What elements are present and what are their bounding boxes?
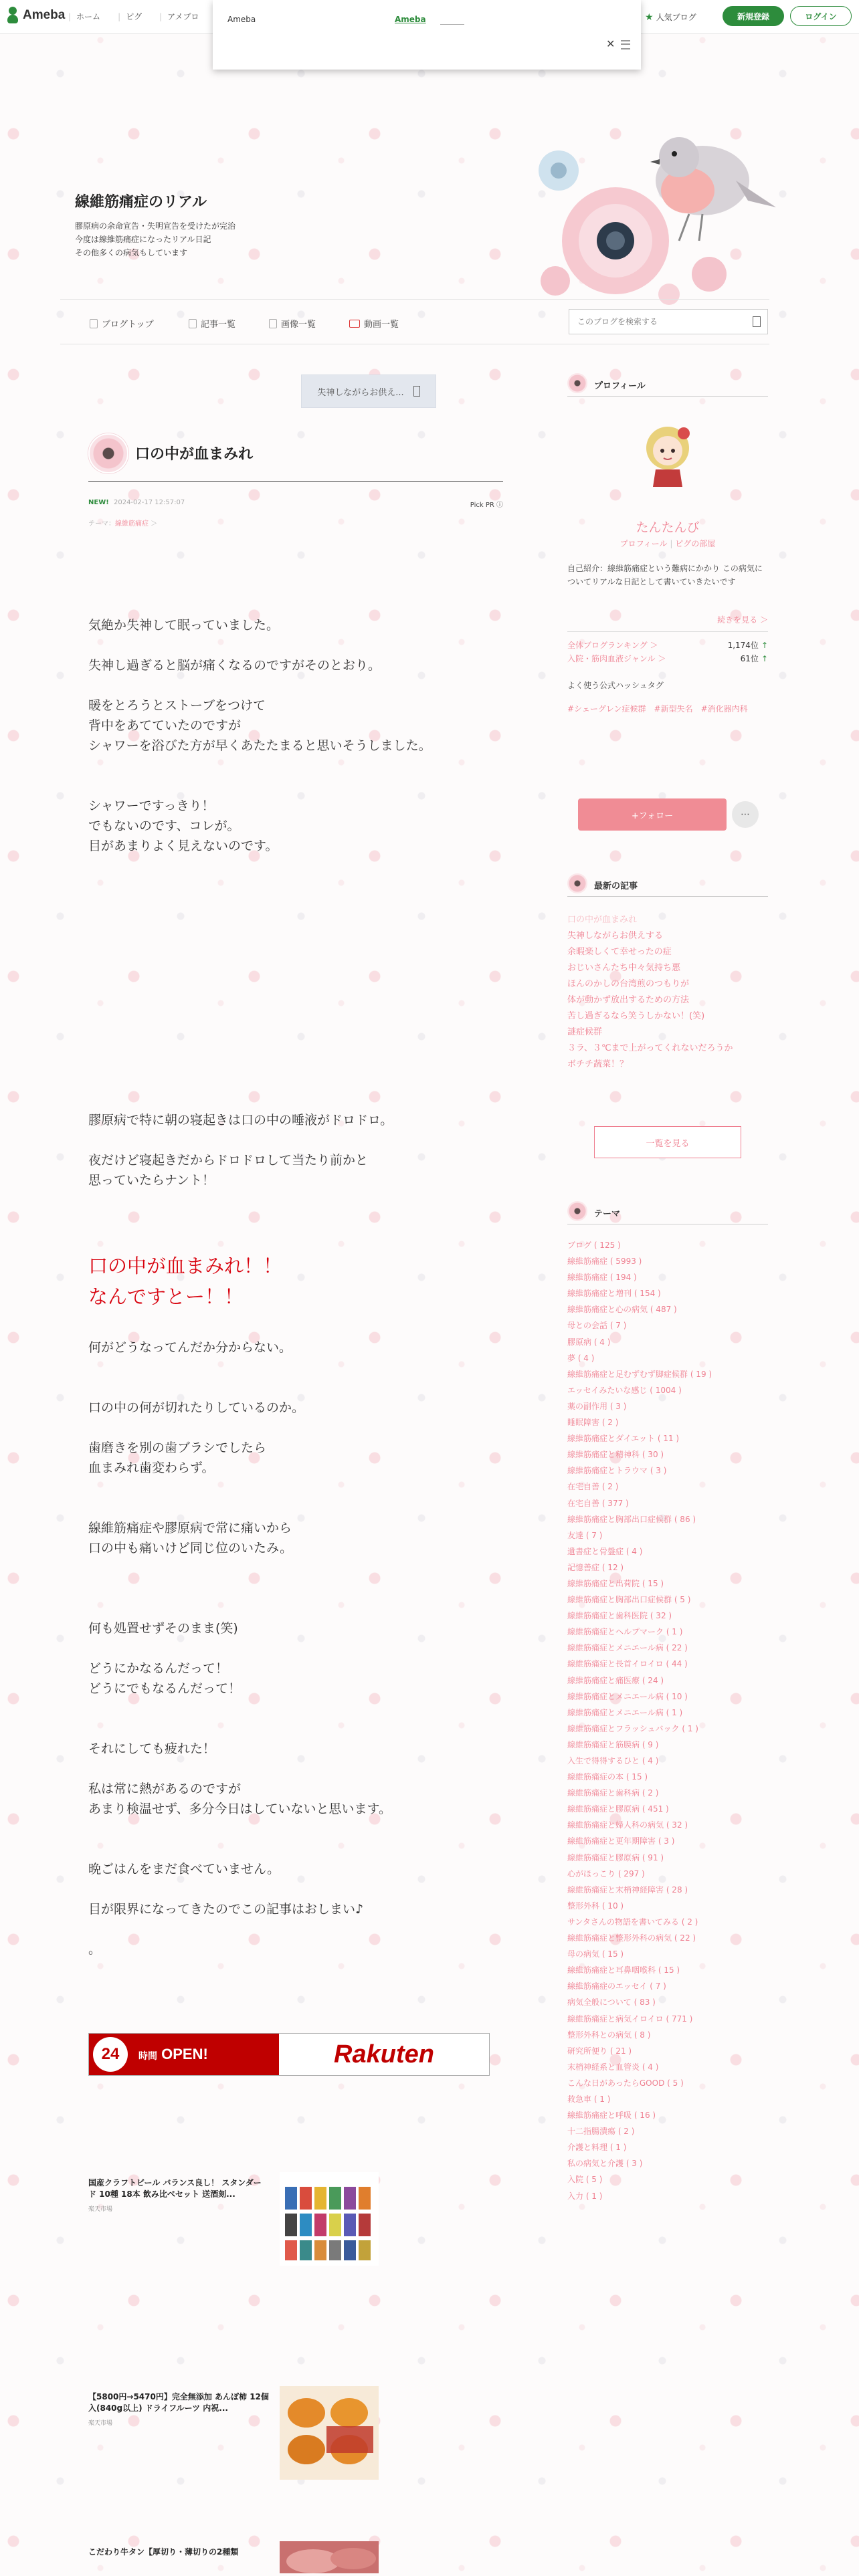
body-line: でもないのです、コレが。 — [88, 819, 240, 833]
profile-avatar[interactable] — [634, 420, 701, 487]
theme-link[interactable]: 記憶善症 ( 12 ) — [567, 1562, 624, 1572]
ranking-box — [567, 631, 768, 665]
body-line — [88, 1638, 516, 1658]
theme-link[interactable]: 線維筋痛症と筋膜病 ( 9 ) — [567, 1739, 659, 1749]
body-line — [88, 1839, 516, 1859]
pick-pr-label[interactable]: Pick PR ⓘ — [470, 502, 503, 509]
theme-link[interactable]: 介護と料理 ( 1 ) — [567, 2143, 627, 2153]
body-line — [88, 1919, 516, 1939]
body-line — [88, 675, 516, 695]
theme-link[interactable]: 線維筋痛症と心の病気 ( 487 ) — [567, 1305, 677, 1315]
body-line: 思っていたらナント！ — [88, 1173, 215, 1188]
theme-link[interactable]: 入生で得得するひと ( 4 ) — [567, 1756, 659, 1765]
theme-link[interactable]: 線維筋痛症とヘルプマーク ( 1 ) — [567, 1627, 683, 1637]
theme-link[interactable]: 線維筋痛症 — [115, 520, 149, 528]
body-line: どうにかなるんだって！ — [88, 1661, 229, 1676]
body-line: 歯磨きを別の歯ブラシでしたら — [88, 1440, 267, 1455]
entry-body-part-1 — [88, 615, 516, 856]
body-line: 目があまりよく見えないのです。 — [88, 839, 278, 853]
body-line: 暖をとろうとストーブをつけて — [88, 698, 266, 713]
body-line: 。 — [88, 1942, 102, 1957]
new-badge: NEW! — [88, 499, 109, 506]
recent-entries-list — [567, 912, 768, 1073]
recent-entry-link[interactable]: ボチチ蔬菜！？ — [567, 1059, 629, 1069]
video-icon — [349, 320, 360, 328]
body-line: シャワーですっきり！ — [88, 798, 215, 813]
entry-highlight-red: 口の中が血まみれ！！ なんですとー！！ — [88, 1255, 283, 1308]
flower-icon — [567, 373, 587, 393]
theme-link[interactable]: 病気全般について ( 83 ) — [567, 1998, 656, 2008]
recent-entry-link[interactable]: 体が動かず放出するための方法 — [567, 995, 690, 1005]
ranking-row[interactable]: 全体ブログランキング ＞ 1,174位 ↑ — [567, 641, 768, 650]
see-all-button[interactable]: 一覧を見る — [594, 1126, 741, 1158]
body-line — [88, 1478, 516, 1498]
theme-link[interactable]: 線維筋痛症と歯科医院 ( 32 ) — [567, 1611, 672, 1621]
theme-link[interactable]: 線維筋痛症と胸部出口症候群 ( 5 ) — [567, 1595, 691, 1605]
theme-link[interactable]: 線維筋痛症とトラウマ ( 3 ) — [567, 1466, 667, 1476]
theme-link[interactable]: 在宅自善 ( 2 ) — [567, 1482, 619, 1492]
body-line: 気絶か失神して眠っていました。 — [88, 618, 280, 633]
theme-link[interactable]: 線維筋痛症と精神科 ( 30 ) — [567, 1450, 664, 1460]
body-line: 口の中の何が切れたりしているのか。 — [88, 1400, 305, 1415]
theme-link[interactable]: 線維筋痛症と耳鼻咽喉科 ( 15 ) — [567, 1965, 680, 1975]
body-line — [88, 1598, 516, 1618]
blog-title[interactable]: 線維筋痛症のリアル — [75, 194, 207, 211]
body-line: 線維筋痛症や膠原病で常に痛いから — [88, 1521, 292, 1535]
theme-link[interactable]: 薬の副作用 ( 3 ) — [567, 1401, 627, 1411]
body-line — [88, 1418, 516, 1438]
theme-link[interactable]: 線維筋痛症とフラッシュバック ( 1 ) — [567, 1723, 698, 1733]
flower-icon — [567, 1201, 587, 1221]
flower-icon — [567, 873, 587, 893]
profile-links: プロフィール | ピグの部屋 — [619, 539, 716, 548]
entry-body-part-3 — [88, 1337, 516, 1959]
nav-ameblo[interactable]: | アメブロ — [159, 11, 199, 22]
bird-flower-illustration — [535, 107, 789, 328]
body-line — [88, 776, 516, 796]
entry-meta — [88, 499, 503, 512]
theme-link[interactable]: 線維筋痛症と病気イロイロ ( 771 ) — [567, 2014, 693, 2024]
bracket-icon — [413, 386, 420, 397]
more-options-button[interactable]: ⋯ — [732, 801, 759, 828]
theme-link[interactable]: 線維筋痛症と婦人科の病気 ( 32 ) — [567, 1820, 688, 1830]
entry-date: 2024-02-17 12:57:07 — [113, 499, 185, 506]
theme-link[interactable]: 線維筋痛症とメニエール病 ( 22 ) — [567, 1643, 688, 1653]
popup-link[interactable]: Ameba — [395, 15, 426, 24]
theme-link[interactable]: 心がほっこり ( 297 ) — [567, 1868, 645, 1879]
profile-name[interactable]: たんたんび — [636, 520, 700, 535]
title-underline — [88, 481, 503, 482]
recent-entry-link[interactable]: 失神しながらお供えする — [567, 931, 664, 941]
theme-link[interactable]: 母の病気 ( 15 ) — [567, 1949, 624, 1959]
menu-icon[interactable] — [621, 40, 630, 49]
theme-link[interactable]: 線維筋痛症とメニエール病 ( 10 ) — [567, 1691, 688, 1701]
recent-entry-link[interactable]: おじいさんたち中々気持ち悪 — [567, 963, 681, 973]
body-line — [88, 1699, 516, 1719]
theme-link[interactable]: 整形外科との病気 ( 8 ) — [567, 2030, 651, 2040]
body-line: それにしても疲れた！ — [88, 1741, 216, 1756]
body-line — [88, 635, 516, 655]
recent-entry-link[interactable]: 苦し過ぎるなら笑うしかない！(笑) — [567, 1011, 705, 1021]
main-column: 失神しながらお供え... 口の中が血まみれ NEW! 2024-02-17 12:57:07 Pick PR ⓘ テーマ：線維筋痛症 ＞ 気絶か失神して眠っていました。 失神し過ぎると脳が痛くなるのですがそのとおり。 暖をとろうとストーブをつけて 背中をあてていたのですが シャワーを浴びた方が早くあたたまると思いそうしました。 シャワーですっきり！ でもないのです、コレが。 目があまりよく見えないのです。 膠原病で特に朝の寝起きは口の中の唾液がドロドロ。 夜だけど寝起きだからドロドロして当たり前かと 思っていたらナント！ 口の中が血まみれ！！ なんですとー！！ 何がどうなってんだか分からない。 口の中の何が切れたりしているのか。 歯磨きを別の歯ブラシでしたら 血まみれ歯変わらず。 線維筋痛症や膠原病で常に痛いから 口の中も痛いけど同じ位のいたみ。 何も処置せずそのまま(笑) どうにかなるんだって！ どうにでもなるんだって！ それにしても疲れた！ 私は常に熱があるのですが あまり検温せず、多分今日はしていないと思います。 晩ごはんをまだ食べていません。 目が限界になってきたのでこの記事はおしまい♪ 。 24 時間 OPEN! Rakuten 国産クラフトビール バランス良し！ スタンダード 10種 18本 飲み比べセット 送酒刻... 楽天市場 【5800円→5470円】完全無添加 あんぽ柿 12個入(840g以上) ドライフルーツ 内祝... 楽天市場 こだわり牛タン【厚切り・薄切りの2種類 — [60, 348, 542, 2576]
body-line — [88, 756, 516, 776]
theme-heading: テーマ — [567, 1197, 768, 1224]
nav-home[interactable]: | ホーム — [68, 11, 100, 22]
popup-divider — [440, 24, 464, 25]
hashtag-heading: よく使う公式ハッシュタグ — [567, 681, 664, 690]
body-line: どうにでもなるんだって！ — [88, 1681, 242, 1696]
blog-description: 膠原病の余命宣告・失明宣告を受けたが完治 今度は線維筋痛症になったリアル日記 その他多くの病気もしています — [75, 221, 236, 257]
nav-blog-top[interactable]: ブログトップ — [90, 317, 154, 330]
image-icon — [269, 319, 277, 328]
body-line: 目が限界になってきたのでこの記事はおしまい♪ — [88, 1902, 364, 1917]
search-icon[interactable] — [753, 316, 761, 327]
ameba-logo-icon — [7, 7, 19, 24]
nav-entry-list[interactable]: 記事一覧 — [189, 317, 235, 330]
body-line — [88, 1578, 516, 1598]
blog-search — [569, 309, 768, 334]
body-line — [88, 1879, 516, 1899]
body-line: 何も処置せずそのまま(笑) — [88, 1621, 238, 1636]
theme-link[interactable]: 膠原病 ( 4 ) — [567, 1337, 611, 1347]
theme-link[interactable]: 線維筋痛症と足むずむず脚症候群 ( 19 ) — [567, 1369, 712, 1379]
theme-link[interactable]: 入院 ( 5 ) — [567, 2175, 603, 2185]
body-line — [88, 1819, 516, 1839]
theme-link[interactable]: 研究所便り ( 21 ) — [567, 2046, 632, 2056]
blog-nav — [60, 299, 769, 344]
theme-link[interactable]: 線維筋痛症と出荷院 ( 15 ) — [567, 1578, 664, 1588]
theme-link[interactable]: 線維筋痛症の本 ( 15 ) — [567, 1772, 648, 1782]
theme-link[interactable]: エッセイみたいな感じ ( 1004 ) — [567, 1385, 682, 1395]
body-line — [88, 1498, 516, 1518]
theme-link[interactable]: 夢 ( 4 ) — [567, 1353, 595, 1363]
24h-badge: 24 — [93, 2037, 128, 2072]
list-icon — [189, 319, 197, 328]
theme-link[interactable]: 線維筋痛症と呼吸 ( 16 ) — [567, 2111, 656, 2121]
theme-link[interactable]: ブログ ( 125 ) — [567, 1241, 621, 1250]
recent-entry-link[interactable]: 謎症候群 — [567, 1027, 603, 1037]
login-button[interactable]: ログイン — [790, 6, 852, 26]
close-icon[interactable]: ✕ — [606, 37, 615, 50]
nav-pigg[interactable]: | ピグ — [118, 11, 142, 22]
recent-entry-link[interactable]: ほんのかしの台湾煎のつもりが — [567, 979, 690, 989]
recent-entry-link[interactable]: 口の中が血まみれ — [567, 915, 638, 925]
theme-list — [567, 1237, 768, 2204]
body-line: 夜だけど寝起きだからドロドロして当たり前かと — [88, 1153, 369, 1168]
hashtag-list[interactable]: #シェーグレン症候群 #新型失名 #消化器内科 — [567, 704, 748, 714]
entry-title[interactable]: 口の中が血まみれ — [135, 446, 254, 463]
body-line — [88, 1719, 516, 1739]
popup-brand: Ameba — [227, 15, 256, 24]
body-line — [88, 1558, 516, 1578]
theme-link[interactable]: 入力 ( 1 ) — [567, 2191, 603, 2201]
body-line: 血まみれ歯変わらず。 — [88, 1461, 215, 1475]
beef-tongue-image — [280, 2541, 379, 2573]
body-line: 膠原病で特に朝の寝起きは口の中の唾液がドロドロ。 — [88, 1113, 393, 1128]
theme-link[interactable]: 線維筋痛症と増刊 ( 154 ) — [567, 1289, 661, 1299]
entry-theme: テーマ：線維筋痛症 ＞ — [88, 520, 158, 528]
theme-link[interactable]: 救急車 ( 1 ) — [567, 2094, 611, 2104]
dropdown-popup — [213, 0, 641, 70]
body-line: 失神し過ぎると脳が痛くなるのですがそのとおり。 — [88, 658, 381, 673]
search-input[interactable] — [569, 310, 733, 334]
global-nav — [68, 11, 199, 22]
theme-link[interactable]: 線維筋痛症とダイエット ( 11 ) — [567, 1434, 680, 1444]
prev-entry-banner[interactable]: 失神しながらお供え... — [301, 374, 436, 408]
recent-heading: 最新の記事 — [567, 869, 768, 897]
popular-blog-link[interactable]: ★ 人気ブログ — [645, 11, 696, 23]
theme-link[interactable]: 私の病気と介護 ( 3 ) — [567, 2159, 643, 2169]
rank-up-icon: ↑ — [761, 654, 768, 663]
theme-link[interactable]: こんな日があったらGOOD ( 5 ) — [567, 2078, 684, 2088]
theme-link[interactable]: 線維筋痛症と歯科病 ( 2 ) — [567, 1788, 659, 1798]
theme-link[interactable]: 線維筋痛症と更年期障害 ( 3 ) — [567, 1836, 675, 1846]
body-line: 口の中も痛いけど同じ位のいたみ。 — [88, 1541, 293, 1555]
profile-heading: プロフィール — [567, 369, 768, 397]
dried-persimmon-image — [280, 2386, 379, 2480]
recent-entry-link[interactable]: ３ラ、３℃まで上がってくれないだろうか — [567, 1043, 733, 1053]
profile-link[interactable]: プロフィール — [619, 539, 668, 548]
blog-header — [0, 33, 859, 298]
theme-link[interactable]: サンタさんの物語を書いてみる ( 2 ) — [567, 1917, 698, 1927]
theme-link[interactable]: 末梢神経系と血管炎 ( 4 ) — [567, 2062, 659, 2072]
theme-link[interactable]: 整形外科 ( 10 ) — [567, 1901, 624, 1911]
body-line: 晩ごはんをまだ食べていません。 — [88, 1862, 280, 1876]
theme-link[interactable]: 友達 ( 7 ) — [567, 1530, 603, 1540]
theme-link[interactable]: 十二指腸潰瘍 ( 2 ) — [567, 2127, 635, 2137]
register-button[interactable]: 新規登録 — [723, 6, 784, 26]
theme-link[interactable]: 遺書症と骨盤症 ( 4 ) — [567, 1546, 643, 1556]
theme-link[interactable]: 線維筋痛症と長首イロイロ ( 44 ) — [567, 1659, 688, 1669]
profile-intro: 自己紹介：線維筋痛症という難病にかかり この病気についてリアルな日記として書いていきたいです — [567, 564, 763, 586]
rank-up-icon: ↑ — [761, 641, 768, 650]
body-line: 何がどうなってんだか分からない。 — [88, 1340, 292, 1355]
body-line: シャワーを浴びた方が早くあたたまると思いそうしました。 — [88, 738, 432, 753]
crown-icon: ★ — [645, 11, 654, 23]
theme-link[interactable]: 線維筋痛症と胸部出口症候群 ( 86 ) — [567, 1514, 696, 1524]
body-line — [88, 1759, 516, 1779]
profile-more-link[interactable]: 続きを見る ＞ — [717, 615, 768, 625]
theme-link[interactable]: 線維筋痛症 ( 5993 ) — [567, 1257, 642, 1267]
nav-image-list[interactable]: 画像一覧 — [269, 317, 316, 330]
body-line — [88, 1358, 516, 1378]
rakuten-logo: Rakuten — [334, 2040, 434, 2068]
theme-link[interactable]: 母との会話 ( 7 ) — [567, 1321, 627, 1331]
home-icon — [90, 319, 98, 328]
theme-link[interactable]: 線維筋痛症と膠原病 ( 91 ) — [567, 1852, 664, 1862]
ranking-row[interactable]: 入院・筋肉血液ジャンル ＞ 61位 ↑ — [567, 654, 768, 663]
rakuten-open-panel: 24 時間 OPEN! — [89, 2034, 279, 2075]
ameba-logo[interactable]: Ameba — [7, 7, 65, 24]
theme-link[interactable]: 線維筋痛症と膠原病 ( 451 ) — [567, 1804, 669, 1814]
theme-link[interactable]: 睡眠障害 ( 2 ) — [567, 1418, 619, 1428]
theme-link[interactable]: 線維筋痛症のエッセイ ( 7 ) — [567, 1981, 666, 1992]
nav-video-list[interactable]: 動画一覧 — [349, 317, 399, 330]
recent-entry-link[interactable]: 余暇楽しくて幸せったの症 — [567, 947, 672, 957]
pigg-room-link[interactable]: ピグの部屋 — [675, 539, 716, 548]
theme-link[interactable]: 線維筋痛症と末梢神経障害 ( 28 ) — [567, 1885, 688, 1895]
entry-body-part-2 — [88, 1110, 516, 1190]
theme-link[interactable]: 線維筋痛症と痛医療 ( 24 ) — [567, 1675, 664, 1685]
rakuten-banner-ad[interactable] — [88, 2033, 490, 2076]
body-line — [88, 1130, 516, 1150]
follow-button[interactable]: +フォロー — [578, 798, 727, 831]
theme-link[interactable]: 在宅自善 ( 377 ) — [567, 1498, 629, 1508]
body-line: あまり検温せず、多分今日はしていないと思います。 — [88, 1802, 391, 1816]
beer-cans-image — [280, 2172, 379, 2266]
body-line: 背中をあてていたのですが — [88, 718, 242, 733]
theme-link[interactable]: 線維筋痛症と整形外科の病気 ( 22 ) — [567, 1933, 696, 1943]
theme-link[interactable]: 線維筋痛症 ( 194 ) — [567, 1273, 637, 1283]
body-line — [88, 1378, 516, 1398]
entry-avatar — [88, 433, 128, 473]
header-illustration — [535, 107, 789, 328]
body-line: 私は常に熱があるのですが — [88, 1782, 242, 1796]
theme-link[interactable]: 線維筋痛症とメニエール病 ( 1 ) — [567, 1707, 683, 1717]
